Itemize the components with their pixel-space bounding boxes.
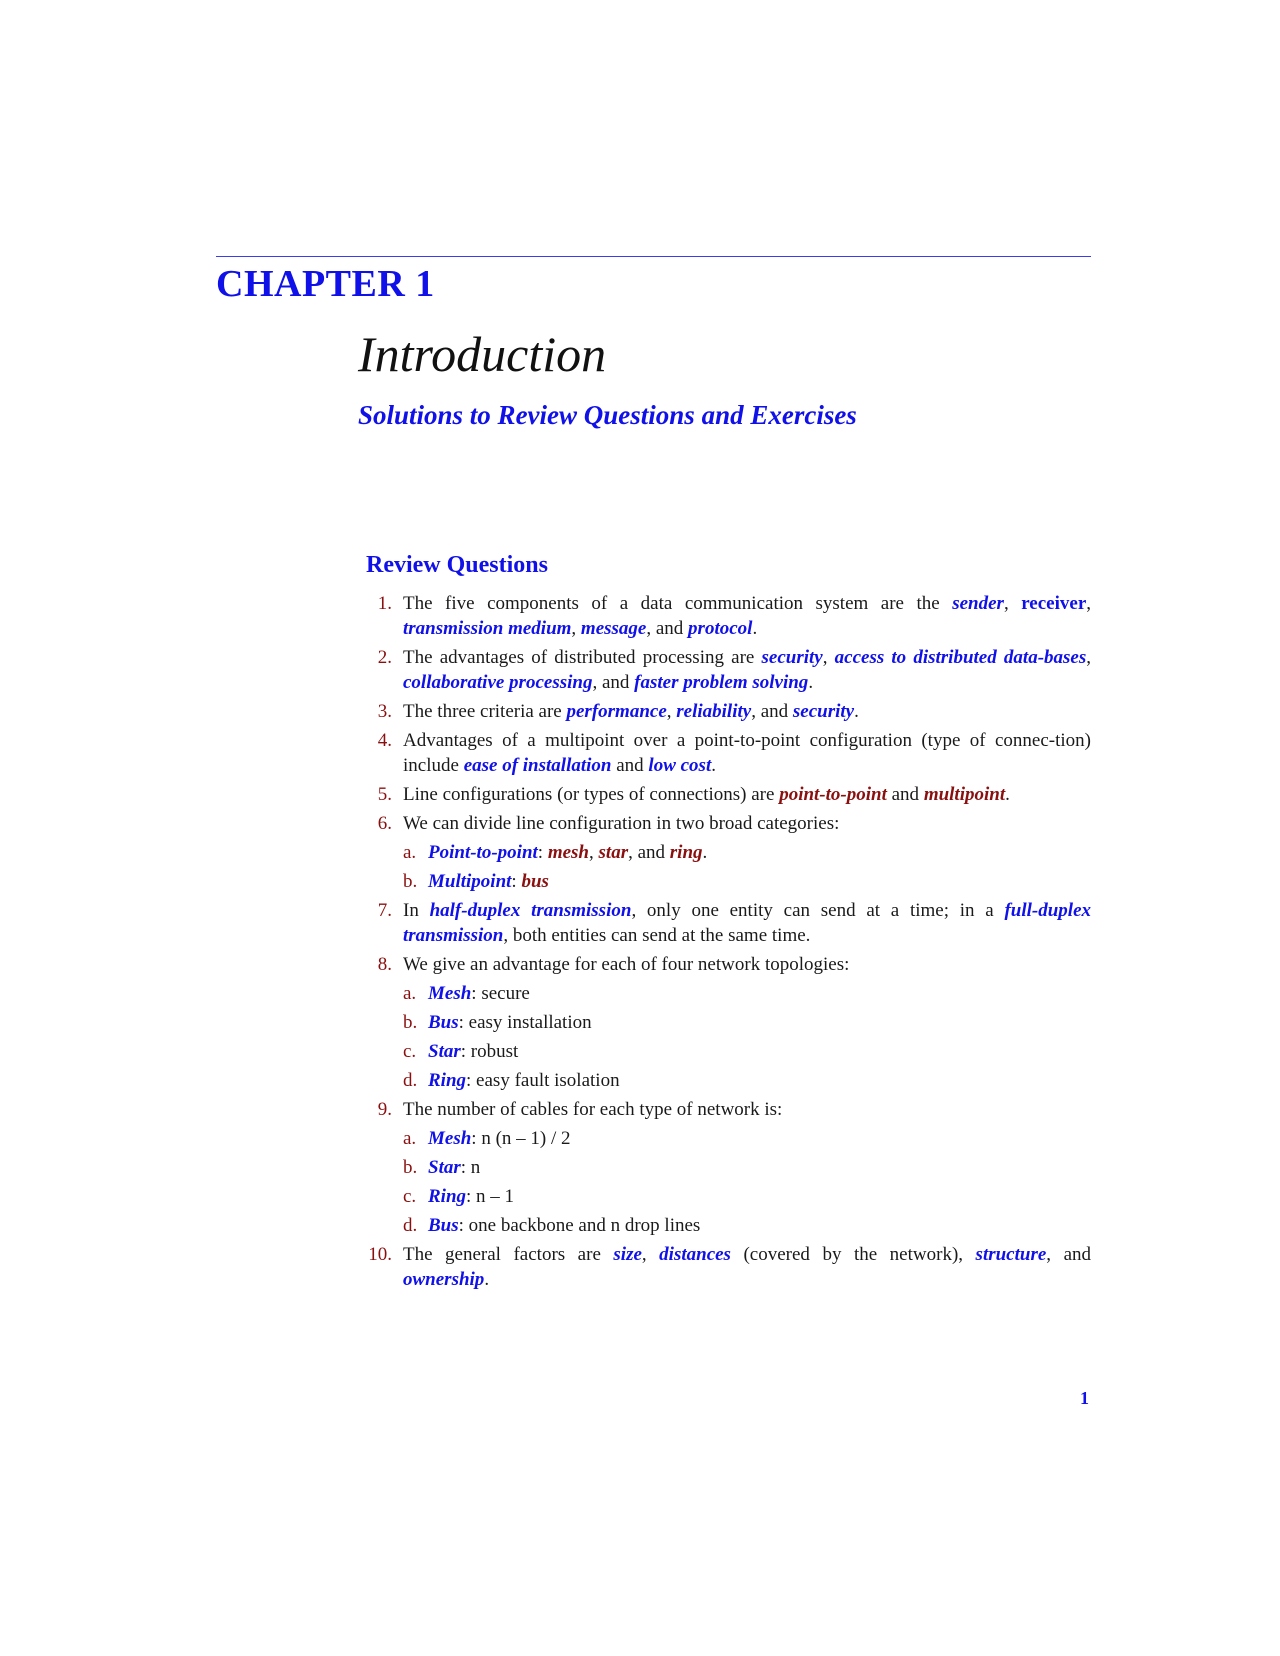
question-9-b: b. Star: n [403, 1157, 481, 1178]
question-9: 9. The number of cables for each type of network is: [377, 1099, 783, 1120]
question-7: 7. In half-duplex transmission, only one entity can send at a time; in a full-duplex transmission, both entities can send at the same time. [377, 900, 1092, 946]
review-questions-list [366, 591, 1091, 1296]
question-9-c: c. Ring: n – 1 [403, 1186, 515, 1207]
question-2: 2. The advantages of distributed processing are security, access to distributed data-bases, collaborative processing, and faster problem solving. [377, 647, 1091, 693]
question-3: 3. The three criteria are performance, reliability, and security. [377, 701, 859, 722]
question-10: 10. The general factors are size, distances (covered by the network), structure, and ownership. [368, 1244, 1091, 1290]
question-6-a: a. Point-to-point: mesh, star, and ring. [403, 842, 708, 863]
section-title: Review Questions [366, 552, 548, 578]
question-9-a: a. Mesh: n (n – 1) / 2 [403, 1128, 571, 1149]
chapter-subtitle: Solutions to Review Questions and Exercises [358, 400, 857, 430]
question-6: 6. We can divide line configuration in two broad categories: [377, 813, 840, 834]
chapter-label: CHAPTER 1 [216, 263, 435, 305]
question-6-b: b. Multipoint: bus [403, 871, 549, 892]
question-8-b: b. Bus: easy installation [403, 1012, 592, 1033]
page-number: 1 [1080, 1388, 1089, 1408]
question-8-a: a. Mesh: secure [403, 983, 530, 1004]
question-4: 4. Advantages of a multipoint over a point-to-point configuration (type of connec-tion) include ease of installation and low cost. [377, 730, 1091, 776]
chapter-title: Introduction [358, 326, 607, 382]
question-8-c: c. Star: robust [403, 1041, 519, 1062]
question-8-d: d. Ring: easy fault isolation [403, 1070, 620, 1091]
question-1: 1. The five components of a data communication system are the sender, receiver, transmission medium, message, and protocol. [377, 593, 1092, 639]
question-9-d: d. Bus: one backbone and n drop lines [403, 1215, 701, 1236]
question-8: 8. We give an advantage for each of four network topologies: [377, 954, 850, 975]
header-rule [216, 256, 1091, 257]
question-5: 5. Line configurations (or types of connections) are point-to-point and multipoint. [377, 784, 1010, 805]
